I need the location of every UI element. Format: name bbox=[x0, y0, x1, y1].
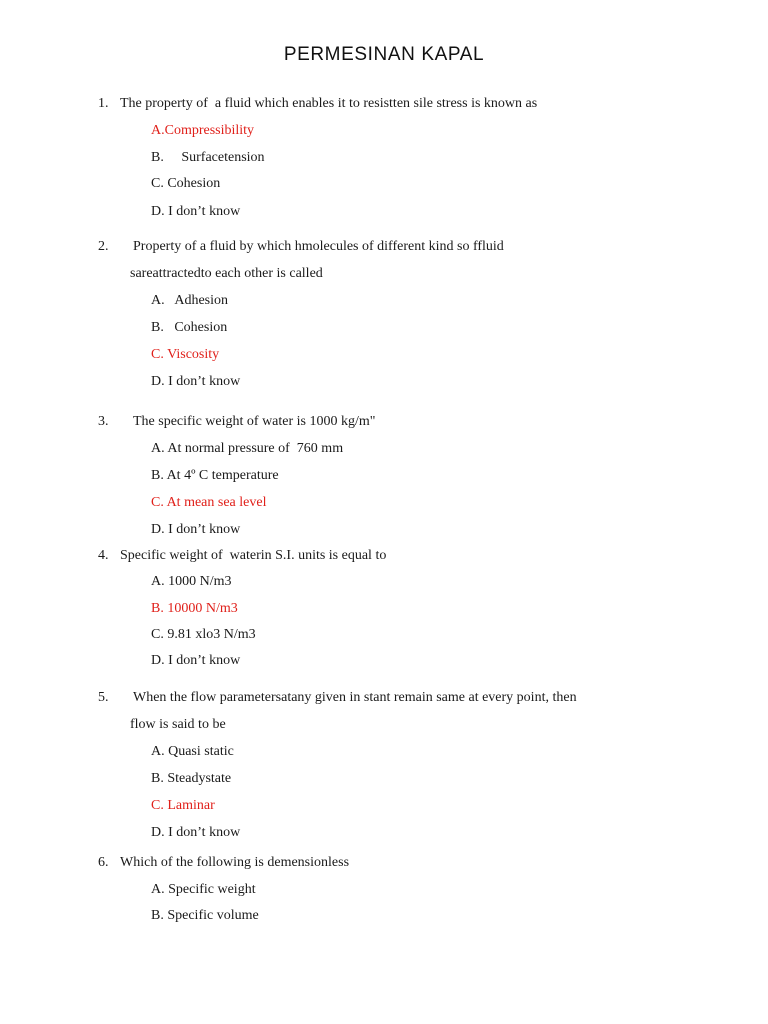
option-b: B. Surfacetension bbox=[151, 150, 265, 165]
question-text: The property of a fluid which enables it to resistten sile stress is known as bbox=[120, 96, 538, 111]
option-c: C. 9.81 xlo3 N/m3 bbox=[151, 627, 256, 642]
question-number: 1. bbox=[98, 96, 109, 111]
option-c-marked: C. Laminar bbox=[151, 798, 215, 813]
question-text-continued: flow is said to be bbox=[130, 717, 226, 732]
option-a: A. At normal pressure of 760 mm bbox=[151, 441, 344, 456]
question-text: When the flow parametersatany given in stant remain same at every point, then bbox=[133, 690, 577, 705]
option-b-marked: B. 10000 N/m3 bbox=[151, 601, 238, 616]
question-text-continued: sareattractedto each other is called bbox=[130, 266, 323, 281]
option-b: B. Cohesion bbox=[151, 320, 228, 335]
question-number: 5. bbox=[98, 690, 109, 705]
option-d: D. I don’t know bbox=[151, 204, 241, 219]
option-d: D. I don’t know bbox=[151, 825, 241, 840]
option-b: B. At 4º C temperature bbox=[151, 468, 279, 483]
option-a: A. Quasi static bbox=[151, 744, 234, 759]
question-number: 2. bbox=[98, 239, 109, 254]
option-d: D. I don’t know bbox=[151, 522, 241, 537]
question-text: Which of the following is demensionless bbox=[120, 855, 350, 870]
question-number: 6. bbox=[98, 855, 109, 870]
question-text: Property of a fluid by which hmolecules of different kind so ffluid bbox=[133, 239, 504, 254]
option-d: D. I don’t know bbox=[151, 653, 241, 668]
document-title: PERMESINAN KAPAL bbox=[283, 44, 485, 65]
option-b: B. Specific volume bbox=[151, 908, 259, 923]
option-c: C. Cohesion bbox=[151, 176, 221, 191]
question-number: 3. bbox=[98, 414, 109, 429]
question-number: 4. bbox=[98, 548, 109, 563]
option-d: D. I don’t know bbox=[151, 374, 241, 389]
option-b: B. Steadystate bbox=[151, 771, 232, 786]
option-c-marked: C. At mean sea level bbox=[151, 495, 267, 510]
question-text: The specific weight of water is 1000 kg/m" bbox=[133, 414, 376, 429]
question-text: Specific weight of waterin S.I. units is equal to bbox=[120, 548, 387, 563]
option-a-marked: A.Compressibility bbox=[151, 123, 255, 138]
option-a: A. Specific weight bbox=[151, 882, 256, 897]
option-a: A. 1000 N/m3 bbox=[151, 574, 232, 589]
option-c-marked: C. Viscosity bbox=[151, 347, 220, 362]
option-a: A. Adhesion bbox=[151, 293, 228, 308]
